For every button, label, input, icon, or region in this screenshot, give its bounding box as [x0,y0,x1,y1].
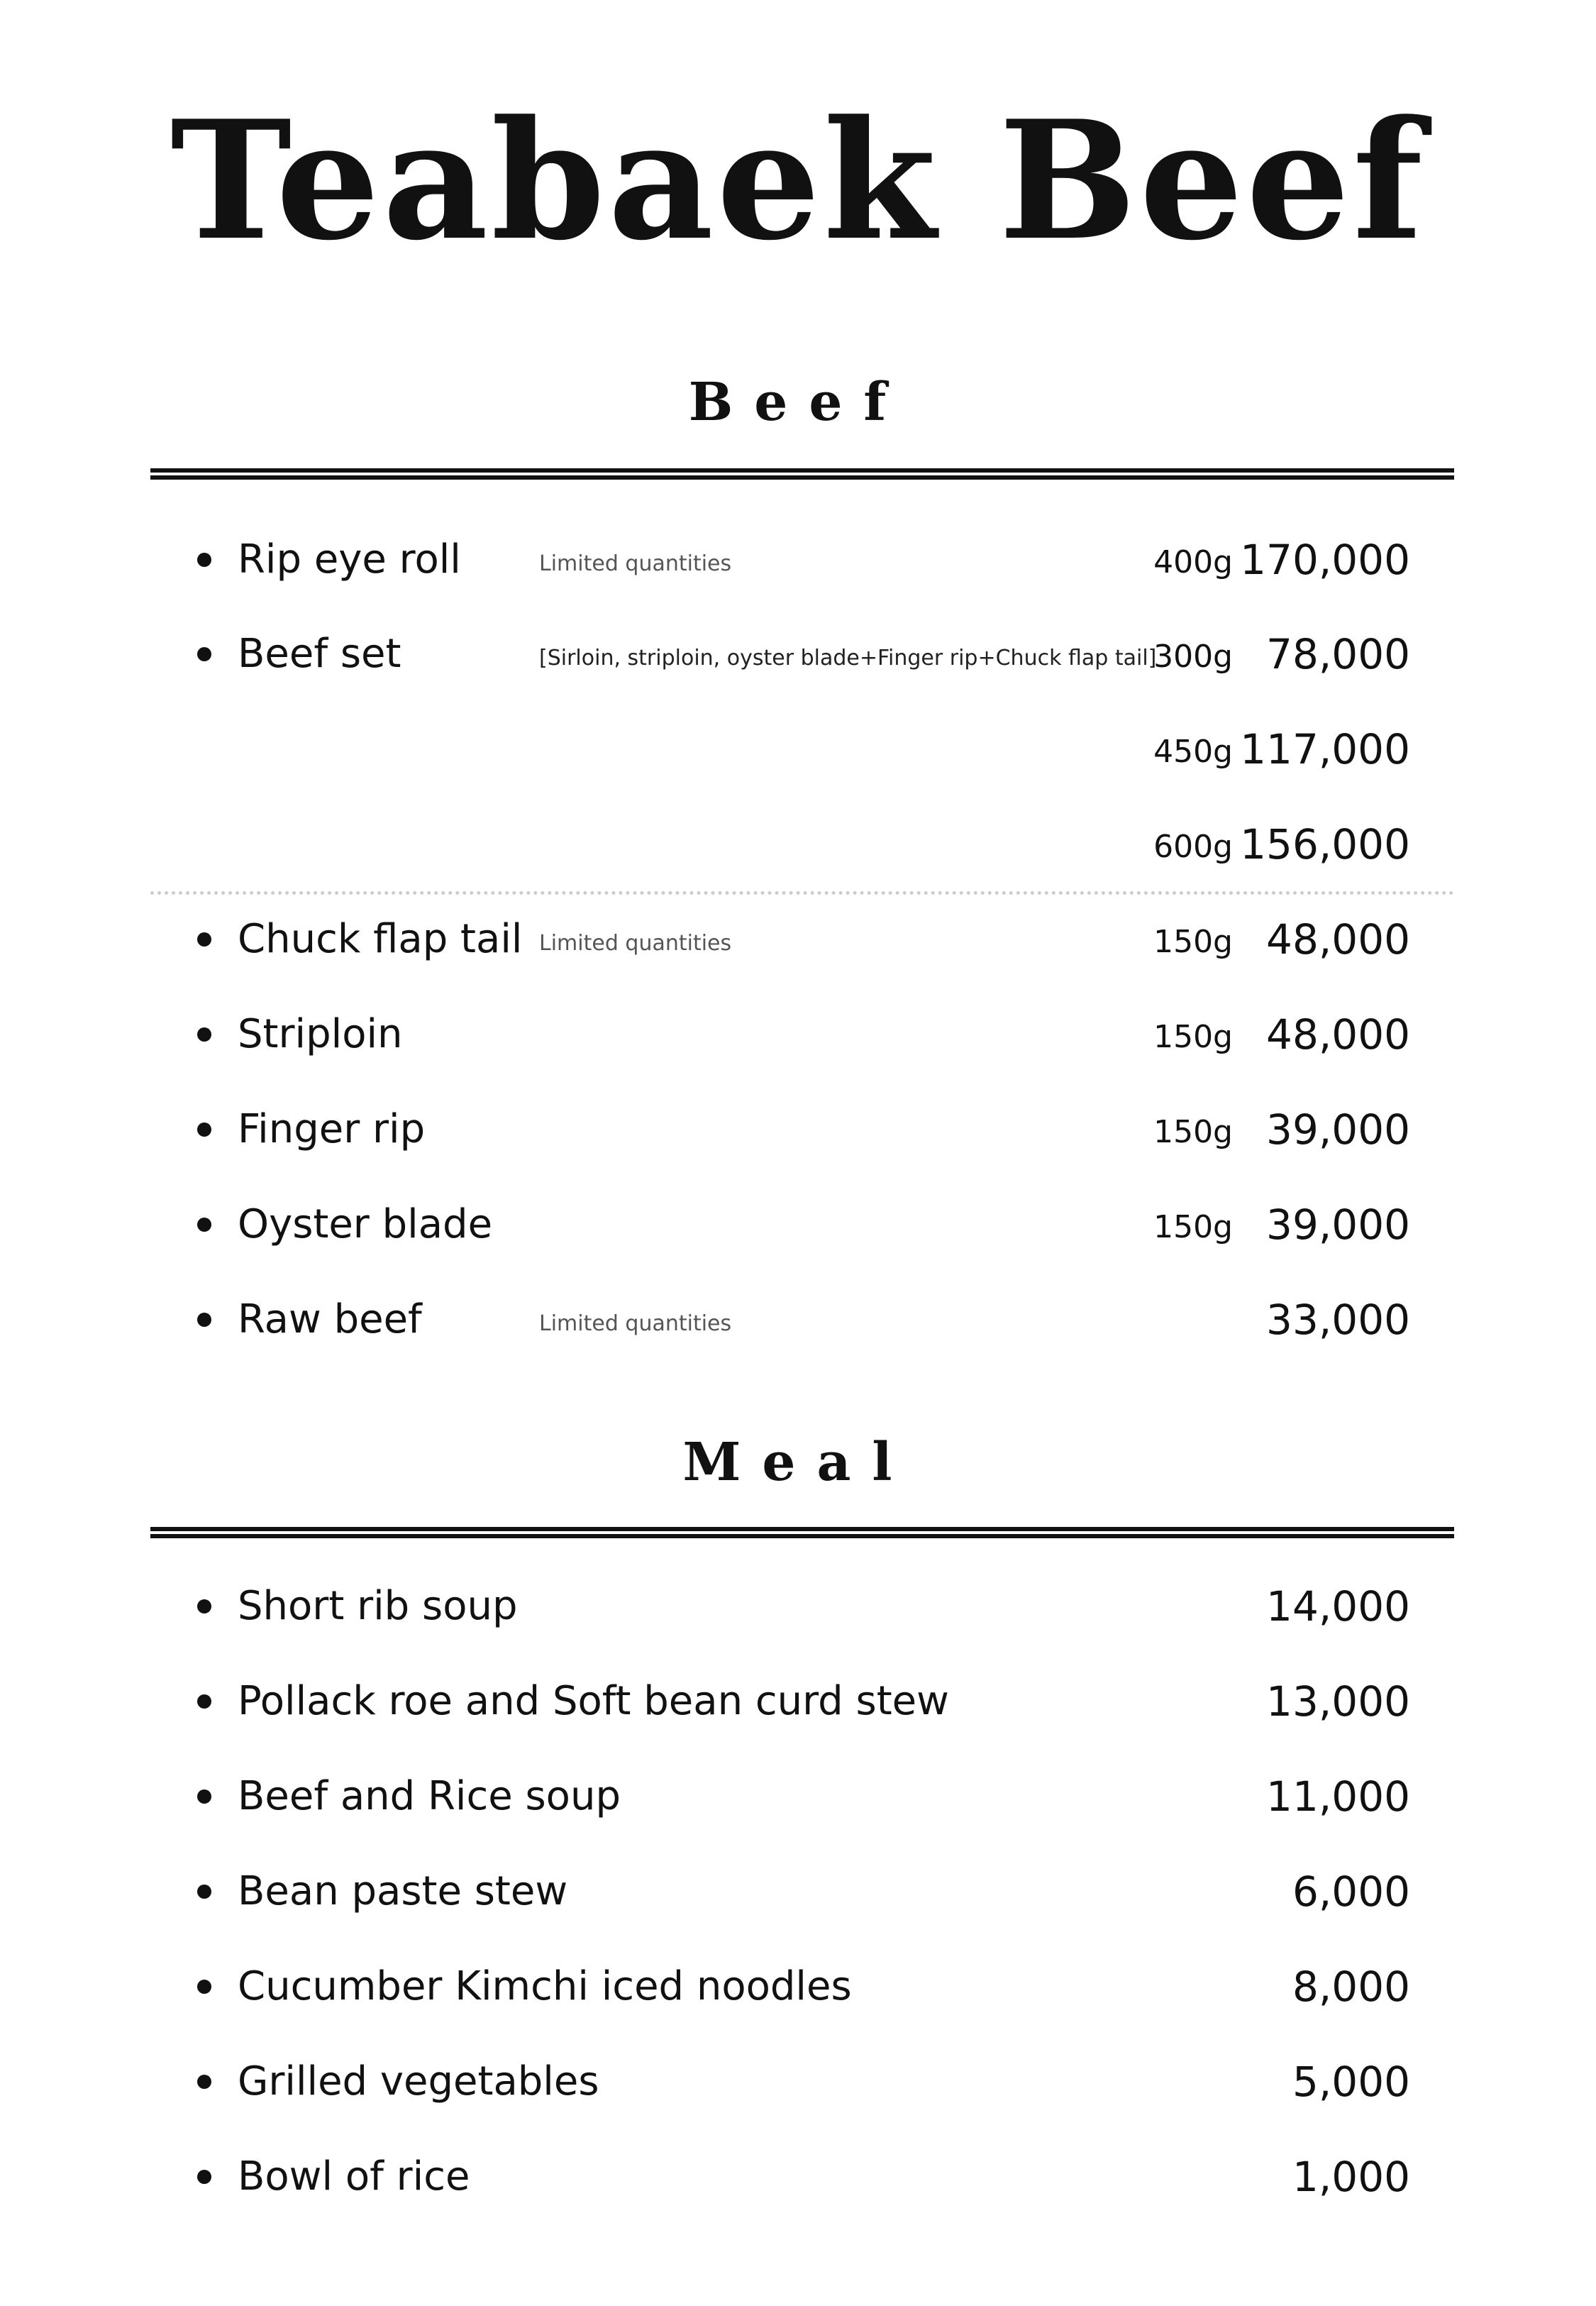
menu-item-grilled-vegetables [0,2043,1596,2129]
group-separator [150,891,1454,895]
item-weight: 150g [1153,924,1233,960]
item-price: 78,000 [1266,630,1410,678]
bullet-icon [197,932,211,947]
item-price: 39,000 [1266,1105,1410,1154]
item-price: 5,000 [1292,2058,1410,2106]
bullet-icon [197,1885,211,1899]
item-weight: 300g [1153,639,1233,675]
menu-item-rib-eye-roll [0,522,1596,607]
menu-item-cucumber-kimchi-noodles [0,1948,1596,2034]
bullet-icon [197,1980,211,1994]
item-name: Pollack roe and Soft bean curd stew [238,1678,949,1724]
item-weight: 150g [1153,1209,1233,1245]
item-price: 13,000 [1266,1677,1410,1726]
menu-item-pollack-roe-stew [0,1663,1596,1748]
menu-item-beef-set [0,616,1596,701]
bullet-icon [197,1122,211,1137]
item-name: Short rib soup [238,1583,518,1629]
bullet-icon [197,1313,211,1327]
bullet-icon [197,1694,211,1709]
item-price: 39,000 [1266,1201,1410,1249]
item-price: 48,000 [1266,1010,1410,1059]
menu-item-bowl-of-rice [0,2139,1596,2224]
beef-section-heading: Beef [688,372,908,433]
item-price: 6,000 [1292,1868,1410,1916]
bullet-icon [197,1599,211,1613]
menu-item-chuck-flap-tail [0,901,1596,986]
item-price: 11,000 [1266,1772,1410,1821]
item-weight: 400g [1153,544,1233,580]
item-price: 14,000 [1266,1582,1410,1631]
item-note: [Sirloin, striploin, oyster blade+Finger rip+Chuck flap tail] [539,646,1157,671]
meal-section-divider [150,1527,1454,1538]
item-name: Striploin [238,1011,403,1057]
item-name: Beef set [238,631,401,677]
item-name: Cucumber Kimchi iced noodles [238,1963,852,2009]
restaurant-title: Teabaek Beef [170,85,1426,277]
menu-item-striploin [0,996,1596,1081]
menu-item-short-rib-soup [0,1568,1596,1653]
menu-item-beef-set-600g [0,806,1596,891]
menu-item-raw-beef [0,1281,1596,1367]
menu-item-oyster-blade [0,1186,1596,1271]
item-name: Bean paste stew [238,1868,568,1914]
item-note: Limited quantities [539,551,732,576]
item-name: Raw beef [238,1296,422,1342]
item-price: 33,000 [1266,1296,1410,1344]
item-weight: 450g [1153,734,1233,770]
item-price: 48,000 [1266,915,1410,964]
bullet-icon [197,1027,211,1042]
item-name: Beef and Rice soup [238,1773,621,1819]
bullet-icon [197,1789,211,1804]
menu-item-finger-rip [0,1091,1596,1176]
item-weight: 150g [1153,1019,1233,1055]
item-price: 170,000 [1240,536,1410,584]
meal-section-heading: Meal [682,1432,914,1493]
item-price: 156,000 [1240,820,1410,868]
bullet-icon [197,647,211,661]
bullet-icon [197,2075,211,2089]
item-name: Grilled vegetables [238,2058,599,2104]
bullet-icon [197,2170,211,2184]
bullet-icon [197,553,211,567]
menu-item-beef-set-450g [0,711,1596,796]
item-price: 117,000 [1240,725,1410,773]
item-name: Rip eye roll [238,536,461,583]
bullet-icon [197,1218,211,1232]
item-note: Limited quantities [539,931,732,956]
item-price: 8,000 [1292,1963,1410,2011]
menu-item-beef-rice-soup [0,1758,1596,1843]
item-name: Bowl of rice [238,2153,470,2200]
item-note: Limited quantities [539,1311,732,1336]
item-weight: 150g [1153,1114,1233,1150]
item-name: Oyster blade [238,1201,493,1247]
item-name: Chuck flap tail [238,916,523,962]
beef-section-divider [150,468,1454,480]
item-weight: 600g [1153,829,1233,865]
menu-item-bean-paste-stew [0,1853,1596,1938]
item-price: 1,000 [1292,2153,1410,2201]
item-name: Finger rip [238,1106,426,1152]
